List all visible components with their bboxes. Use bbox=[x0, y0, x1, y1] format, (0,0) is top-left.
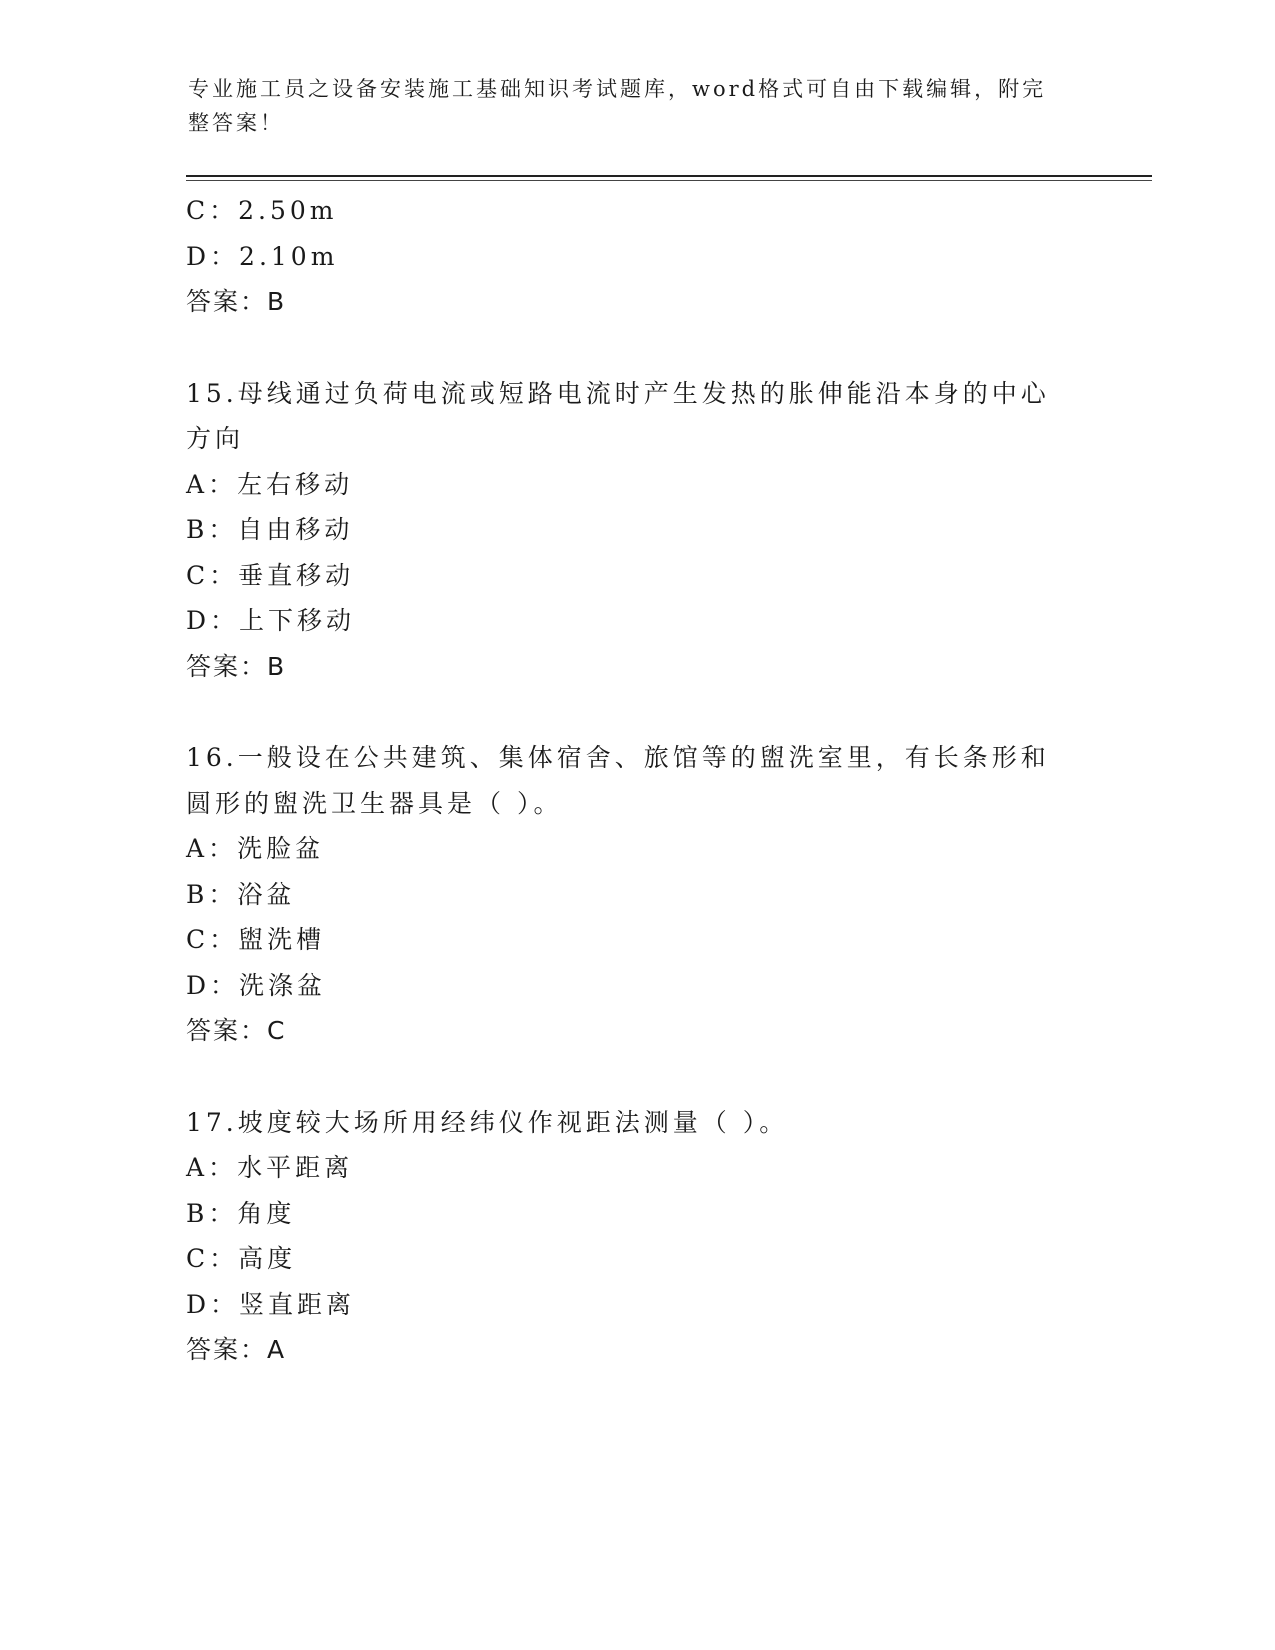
option-a: A：左右移动 bbox=[186, 469, 354, 499]
answer-line: 答案：A bbox=[186, 1335, 287, 1364]
question-list bbox=[186, 188, 1086, 1373]
question-16 bbox=[186, 735, 1086, 1054]
answer-line: 答案：B bbox=[186, 287, 287, 316]
document-header: 专业施工员之设备安装施工基础知识考试题库，word格式可自由下载编辑，附完整答案！ bbox=[188, 77, 1047, 135]
option-d: D：上下移动 bbox=[186, 606, 356, 635]
answer-line: 答案：C bbox=[186, 1016, 287, 1045]
question-stem: 16.一般设在公共建筑、集体宿舍、旅馆等的盥洗室里，有长条形和圆形的盥洗卫生器具是（ ）。 bbox=[186, 743, 1050, 818]
option-c: C：高度 bbox=[186, 1244, 297, 1273]
question-15 bbox=[186, 371, 1086, 690]
option-b: B：自由移动 bbox=[186, 515, 354, 544]
header-rule-thin bbox=[186, 180, 1152, 181]
header-rule-thick bbox=[186, 175, 1152, 177]
option-a: A：洗脸盆 bbox=[186, 834, 325, 863]
option-c: C：2.50m bbox=[186, 196, 338, 225]
option-c: C：垂直移动 bbox=[186, 560, 355, 590]
question-stem: 15.母线通过负荷电流或短路电流时产生发热的胀伸能沿本身的中心方向 bbox=[186, 378, 1050, 453]
option-a: A：水平距离 bbox=[186, 1153, 354, 1182]
option-b: B：浴盆 bbox=[186, 879, 296, 909]
option-d: D：2.10m bbox=[186, 241, 339, 271]
answer-line: 答案：B bbox=[186, 651, 287, 681]
question-17 bbox=[186, 1100, 1086, 1373]
option-c: C：盥洗槽 bbox=[186, 925, 326, 954]
option-d: D：洗涤盆 bbox=[186, 970, 327, 1000]
option-d: D：竖直距离 bbox=[186, 1289, 356, 1319]
question-stem: 17.坡度较大场所用经纬仪作视距法测量（ ）。 bbox=[186, 1107, 789, 1137]
option-b: B：角度 bbox=[186, 1198, 296, 1228]
previous-question-tail bbox=[186, 188, 1086, 325]
